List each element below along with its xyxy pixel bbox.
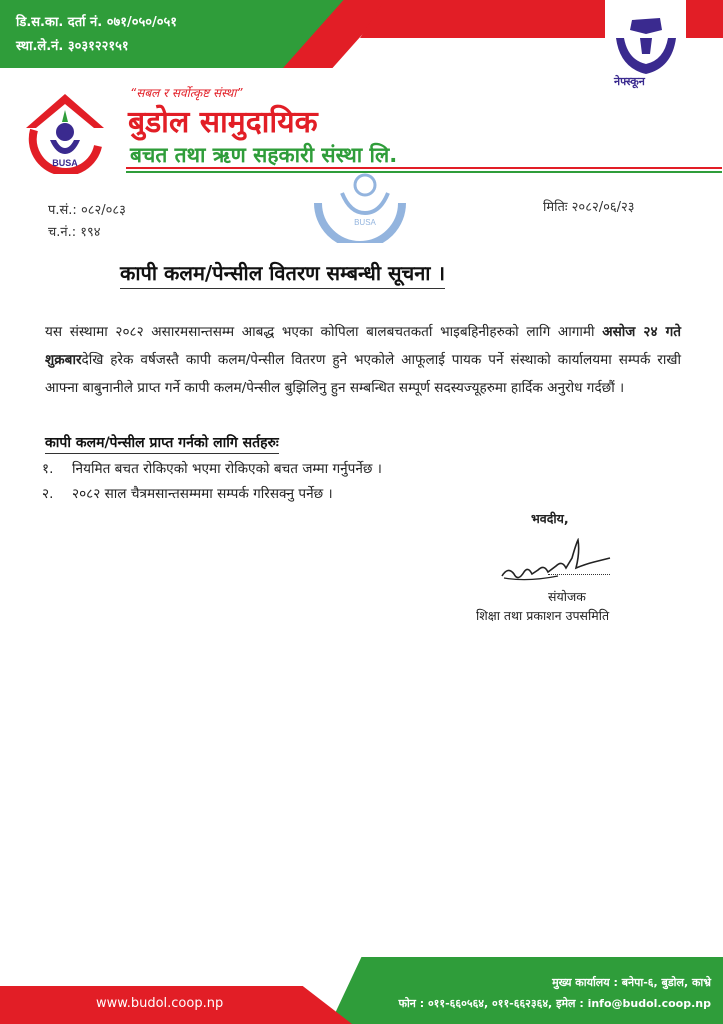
busa-logo [22,88,108,174]
condition-number: २. [42,486,54,502]
conditions-heading: कापी कलम/पेन्सील प्राप्त गर्नको लागि सर्तहरुः [45,433,279,454]
notice-date-emphasis: असोज २४ गते शुक्रबार [45,324,681,368]
dispatch-number: च.नं.: १९४ [48,225,101,240]
org-name: बुडोल सामुदायिक [128,105,318,140]
watermark-text: BUSA [354,218,376,227]
header-rule-red [126,167,722,169]
footer-green-band [330,957,723,1024]
header-rule-green [126,171,722,173]
signature-line [548,574,610,575]
nefscun-label: नेफ्स्कून [614,75,645,88]
document-date: मितिः २०८२/०६/२३ [543,200,635,215]
header-red-corner [686,0,723,38]
condition-number: १. [42,461,54,477]
reference-number: प.सं.: ०८२/०८३ [48,203,126,218]
slogan: “सबल र सर्वोत्कृष्ट संस्था” [130,86,243,100]
signatory-title: संयोजक [548,589,586,604]
header-red-band [360,0,605,38]
watermark-logo [310,163,420,243]
signature-mark [498,538,618,588]
local-registration-number: स्था.ले.नं. ३०३१२२१५१ [16,39,129,54]
condition-text: २०८२ साल चैत्रमसान्तसम्ममा सम्पर्क गरिसक्नु पर्नेछ । [72,486,333,502]
regards: भवदीय, [531,511,569,526]
notice-title: कापी कलम/पेन्सील वितरण सम्बन्धी सूचना । [120,259,445,289]
office-address: मुख्य कार्यालय : बनेपा-६, बुडोल, काभ्रे [552,976,711,989]
org-subtitle: बचत तथा ऋण सहकारी संस्था लि. [130,143,398,167]
condition-item [42,483,333,502]
notice-body [45,318,681,402]
website-link[interactable]: www.budol.coop.np [96,996,224,1011]
notice-body-start: यस संस्थामा २०८२ असारमसान्तसम्म आबद्ध भएका कोपिला बालबचतकर्ता भाइबहिनीहरुको लागि आगामी [45,324,603,340]
registration-number: डि.स.का. दर्ता नं. ०७१/०५०/०५१ [16,15,178,30]
notice-body-end: देखि हरेक वर्षजस्तै कापी कलम/पेन्सील वितरण हुने भएकोले आफूलाई पायक पर्ने संस्थाको कार्यालयमा सम्पर्क राखी आफ्ना बाबुनानीले प्राप्त गर्ने कापी कलम/पेन्सील बुझिलिनु हुन सम्बन्धित सम्पूर्ण सदस्यज्यूहरुमा हार्दिक अनुरोध गर्दछौं । [45,352,681,396]
logo-text: BUSA [52,158,78,168]
committee-name: शिक्षा तथा प्रकाशन उपसमिति [476,608,610,623]
contact-info: फोन : ०११-६६०५६४, ०११-६६२३६४, इमेल : info@budol.coop.np [398,997,711,1010]
condition-text: नियमित बचत रोकिएको भएमा रोकिएको बचत जम्मा गर्नुपर्नेछ । [72,461,382,477]
condition-item [42,458,382,477]
